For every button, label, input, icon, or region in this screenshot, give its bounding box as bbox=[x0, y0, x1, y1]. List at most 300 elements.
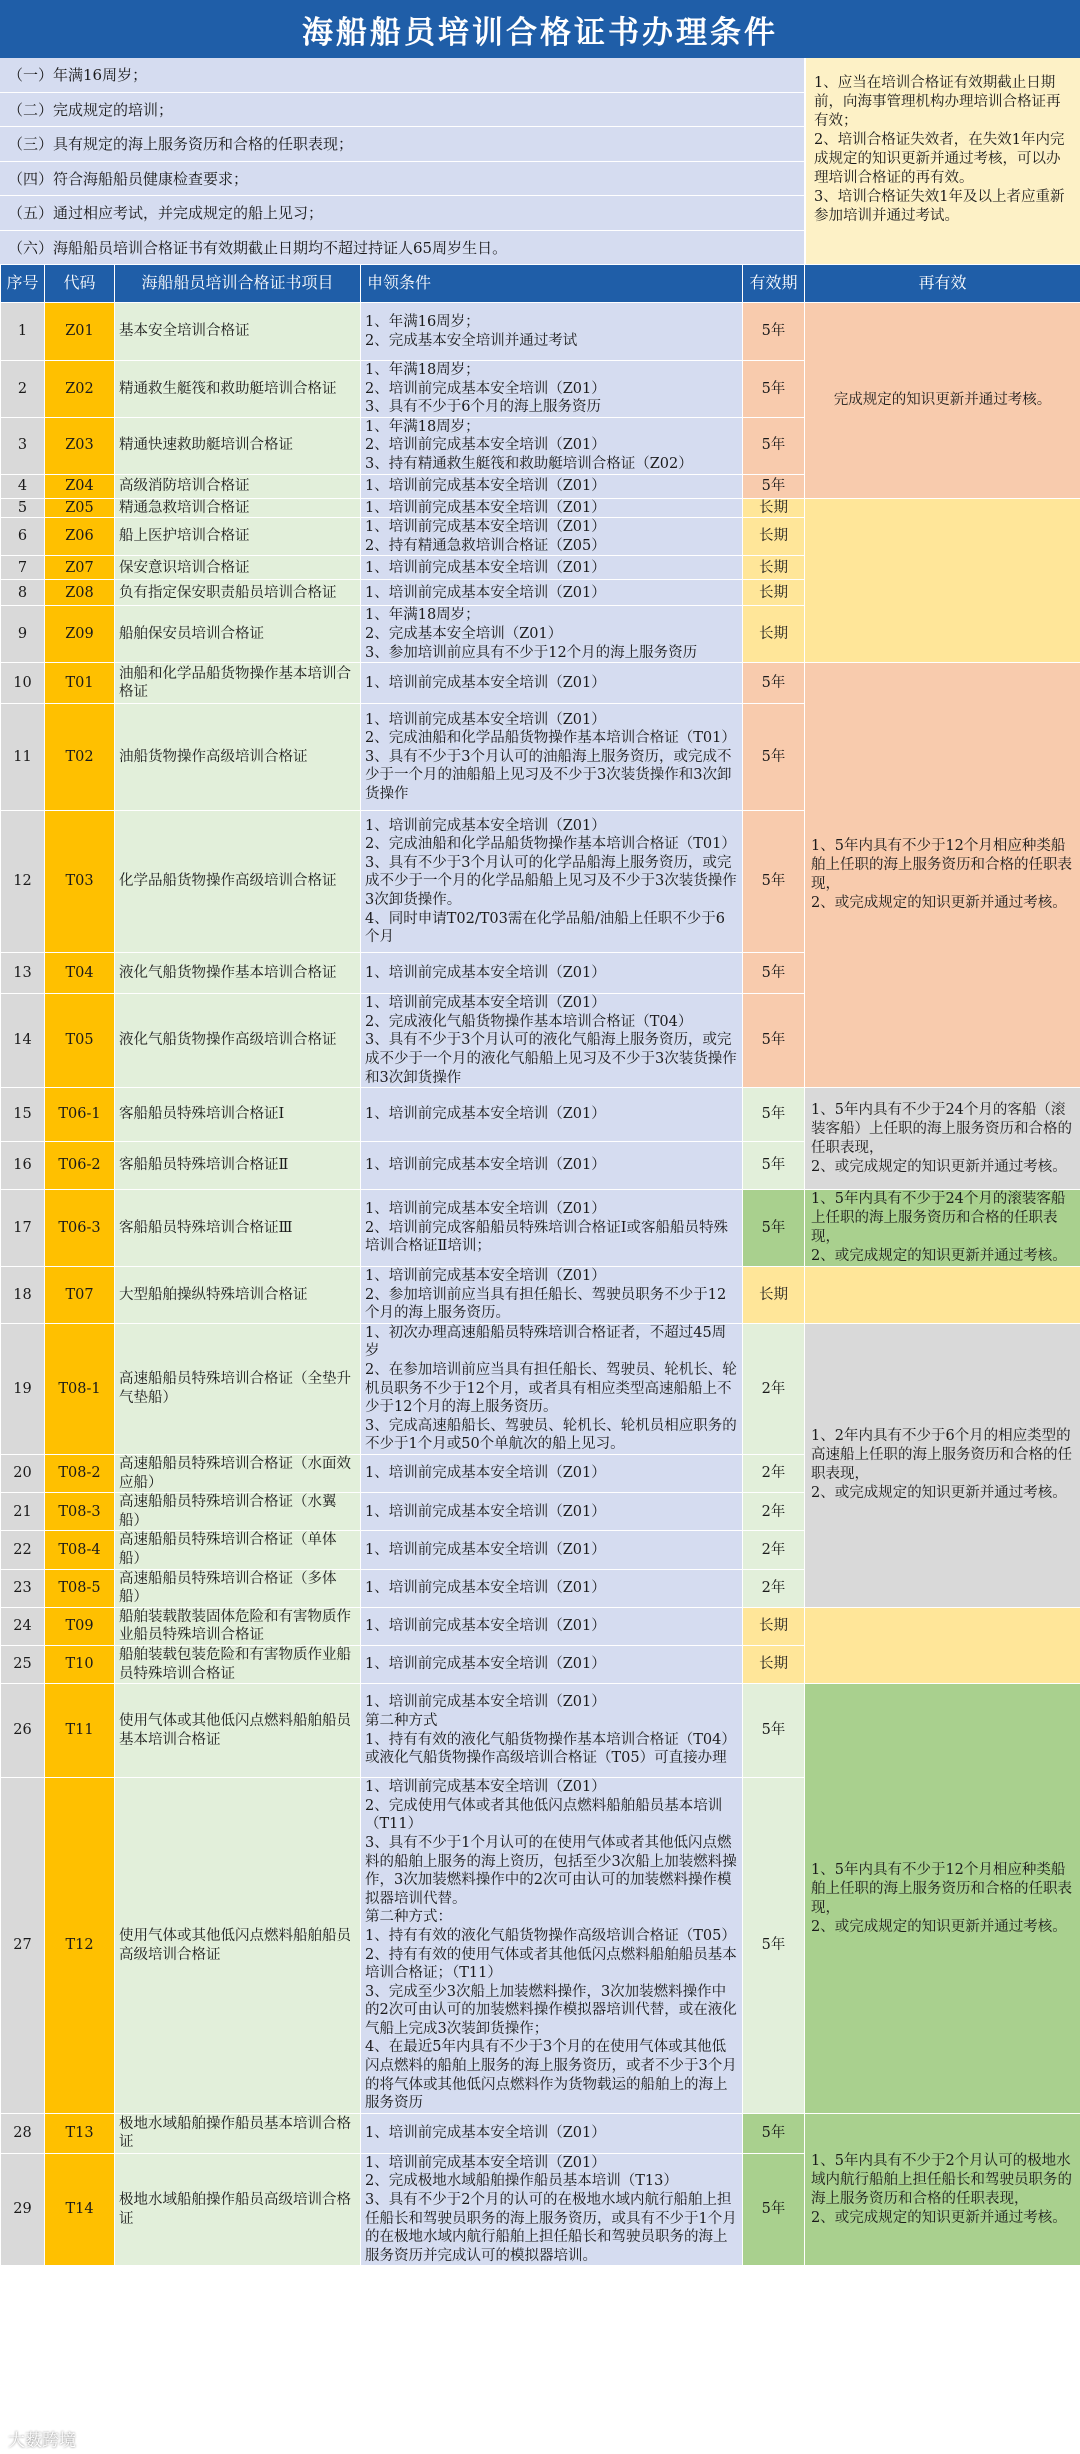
certificate-code-text: T10 bbox=[65, 1656, 94, 1673]
certificate-name-text: 客船船员特殊培训合格证Ⅲ bbox=[119, 1219, 293, 1236]
validity bbox=[743, 1267, 805, 1324]
condition-item: （六）海船船员培训合格证书有效期截止日期均不超过持证人65周岁生日。 bbox=[8, 238, 508, 257]
certificate-name bbox=[115, 606, 361, 663]
row-number bbox=[1, 1493, 45, 1531]
certificate-name bbox=[115, 556, 361, 580]
validity bbox=[743, 1684, 805, 1778]
certificate-name bbox=[115, 663, 361, 704]
certificate-name bbox=[115, 1778, 361, 2114]
requirements bbox=[361, 518, 743, 556]
certificate-name bbox=[115, 1323, 361, 1454]
validity-text: 5年 bbox=[761, 2125, 786, 2142]
row-number bbox=[1, 2153, 45, 2266]
certificate-code-text: T08-3 bbox=[58, 1503, 101, 1520]
certificate-name-text: 极地水域船舶操作船员高级培训合格证 bbox=[119, 2192, 351, 2227]
row-number-text: 6 bbox=[17, 528, 28, 545]
row-number bbox=[1, 953, 45, 994]
certificate-code bbox=[45, 953, 115, 994]
certificate-name-text: 船舶保安员培训合格证 bbox=[119, 625, 264, 642]
row-number-text: 19 bbox=[13, 1380, 32, 1397]
certificate-name-text: 船舶装载散装固体危险和有害物质作业船员特殊培训合格证 bbox=[119, 1608, 351, 1644]
row-number-text: 27 bbox=[13, 1937, 32, 1954]
certificate-code bbox=[45, 1531, 115, 1569]
validity bbox=[743, 1531, 805, 1569]
validity-text: 2年 bbox=[761, 1579, 786, 1596]
certificate-name-text: 使用气体或其他低闪点燃料船舶船员高级培训合格证 bbox=[119, 1927, 351, 1963]
validity-text: 长期 bbox=[759, 584, 788, 601]
validity-text: 5年 bbox=[761, 1722, 786, 1739]
validity bbox=[743, 1142, 805, 1190]
row-number-text: 12 bbox=[13, 873, 32, 890]
validity-text: 5年 bbox=[761, 380, 786, 397]
certificate-code bbox=[45, 580, 115, 606]
certificate-code-text: T08-4 bbox=[58, 1541, 101, 1558]
validity bbox=[743, 1190, 805, 1267]
validity bbox=[743, 704, 805, 811]
note-item: 1、应当在培训合格证有效期截止日期前，向海事管理机构办理培训合格证再有效； bbox=[814, 75, 1061, 129]
certificate-name bbox=[115, 518, 361, 556]
validity bbox=[743, 417, 805, 474]
row-number bbox=[1, 606, 45, 663]
row-number bbox=[1, 417, 45, 474]
requirements bbox=[361, 474, 743, 498]
certificate-name-text: 船舶装载包装危险和有害物质作业船员特殊培训合格证 bbox=[119, 1646, 351, 1682]
table-row bbox=[1, 1267, 1080, 1324]
renewal-condition bbox=[805, 1323, 1080, 1607]
renewal-condition bbox=[805, 663, 1080, 1088]
row-number-text: 24 bbox=[13, 1618, 32, 1635]
row-number bbox=[1, 1645, 45, 1683]
certificate-name bbox=[115, 1088, 361, 1142]
requirements bbox=[361, 663, 743, 704]
requirements bbox=[361, 303, 743, 361]
validity bbox=[743, 303, 805, 361]
certificate-code bbox=[45, 663, 115, 704]
certificate-code bbox=[45, 1142, 115, 1190]
validity-text: 5年 bbox=[761, 1106, 786, 1123]
certificate-code-text: Z06 bbox=[65, 528, 94, 545]
row-number-text: 11 bbox=[13, 748, 32, 765]
table-row bbox=[1, 303, 1080, 361]
requirements-text: 1、培训前完成基本安全培训（Z01） 2、培训前完成客船船员特殊培训合格证Ⅰ或客船船员特殊培训合格证Ⅱ培训； bbox=[365, 1201, 728, 1255]
certificate-name bbox=[115, 1455, 361, 1493]
certificate-code bbox=[45, 1323, 115, 1454]
row-number-text: 13 bbox=[13, 964, 32, 981]
validity bbox=[743, 2113, 805, 2153]
certificate-code-text: Z03 bbox=[65, 437, 94, 454]
row-number bbox=[1, 498, 45, 518]
certificate-name bbox=[115, 1142, 361, 1190]
renewal-text: 1、5年内具有不少于24个月的滚装客船上任职的海上服务资历和合格的任职表现， 2、或完成规定的知识更新并通过考核。 bbox=[811, 1191, 1067, 1265]
requirements-text: 1、培训前完成基本安全培训（Z01） bbox=[365, 1465, 606, 1482]
certificate-code bbox=[45, 1088, 115, 1142]
certificate-name-text: 液化气船货物操作高级培训合格证 bbox=[119, 1032, 337, 1049]
header-code: 代码 bbox=[45, 265, 115, 303]
certificate-code bbox=[45, 303, 115, 361]
certificate-code bbox=[45, 1455, 115, 1493]
requirements bbox=[361, 1267, 743, 1324]
row-number bbox=[1, 1778, 45, 2114]
certificate-name bbox=[115, 1607, 361, 1645]
row-number-text: 9 bbox=[17, 625, 28, 642]
table-row bbox=[1, 498, 1080, 518]
certificate-name bbox=[115, 474, 361, 498]
conditions-section bbox=[0, 58, 1080, 264]
certificate-code bbox=[45, 498, 115, 518]
row-number bbox=[1, 1088, 45, 1142]
row-number bbox=[1, 1142, 45, 1190]
certificate-code bbox=[45, 1684, 115, 1778]
requirements bbox=[361, 361, 743, 418]
renewal-notes bbox=[804, 58, 1080, 264]
requirements bbox=[361, 953, 743, 994]
certificate-name bbox=[115, 2153, 361, 2266]
validity-text: 5年 bbox=[761, 674, 786, 691]
watermark-logo: 大薮跨境 bbox=[8, 2431, 76, 2451]
certificate-code bbox=[45, 1607, 115, 1645]
certificate-code-text: T09 bbox=[65, 1618, 94, 1635]
row-number-text: 15 bbox=[13, 1106, 32, 1123]
row-number bbox=[1, 1323, 45, 1454]
renewal-condition bbox=[805, 2113, 1080, 2266]
requirements bbox=[361, 606, 743, 663]
header-no: 序号 bbox=[1, 265, 45, 303]
certificate-code bbox=[45, 1190, 115, 1267]
validity-text: 5年 bbox=[761, 477, 786, 494]
certificate-name-text: 精通急救培训合格证 bbox=[119, 499, 250, 516]
row-number-text: 4 bbox=[17, 477, 28, 494]
requirements bbox=[361, 556, 743, 580]
row-number-text: 25 bbox=[13, 1656, 32, 1673]
certificate-table-wrapper bbox=[0, 264, 1080, 2454]
renewal-condition bbox=[805, 1190, 1080, 1267]
row-number bbox=[1, 1190, 45, 1267]
requirements-text: 1、培训前完成基本安全培训（Z01） bbox=[365, 499, 606, 516]
certificate-name bbox=[115, 811, 361, 953]
requirements-text: 1、培训前完成基本安全培训（Z01） 2、完成液化气船货物操作基本培训合格证（T04） 3、具有不少于3个月认可的液化气船海上服务资历，或完成不少于一个月的液化气船船上见习及不少于3次装货操作和3次卸货操作 bbox=[365, 995, 737, 1086]
certificate-code bbox=[45, 2113, 115, 2153]
validity bbox=[743, 518, 805, 556]
renewal-condition bbox=[805, 498, 1080, 663]
row-number-text: 16 bbox=[13, 1157, 32, 1174]
requirements-text: 1、培训前完成基本安全培训（Z01） 2、完成极地水域船舶操作船员基本培训（T13） 3、具有不少于2个月的认可的在极地水域内航行船舶上担任船长和驾驶员职务的海上服务资历，或具有不少于1个月的在极地水域内航行船舶上担任船长和驾驶员职务的海上服务资历并完成认可的模拟器培训。 bbox=[365, 2154, 737, 2264]
certificate-name bbox=[115, 1684, 361, 1778]
certificate-code bbox=[45, 518, 115, 556]
requirements bbox=[361, 498, 743, 518]
validity-text: 5年 bbox=[761, 1219, 786, 1236]
certificate-code bbox=[45, 606, 115, 663]
row-number-text: 3 bbox=[17, 437, 28, 454]
certificate-code-text: T06-3 bbox=[58, 1219, 101, 1236]
renewal-condition bbox=[805, 303, 1080, 499]
requirements bbox=[361, 1645, 743, 1683]
row-number-text: 14 bbox=[13, 1032, 32, 1049]
row-number-text: 7 bbox=[17, 559, 28, 576]
requirements bbox=[361, 1190, 743, 1267]
validity bbox=[743, 498, 805, 518]
validity-text: 长期 bbox=[759, 528, 788, 545]
certificate-code bbox=[45, 811, 115, 953]
condition-item: （一）年满16周岁； bbox=[0, 58, 804, 93]
row-number-text: 18 bbox=[13, 1286, 32, 1303]
certificate-name-text: 船上医护培训合格证 bbox=[119, 528, 250, 545]
renewal-text: 完成规定的知识更新并通过考核。 bbox=[833, 391, 1052, 408]
header-validity: 有效期 bbox=[743, 265, 805, 303]
header-renewal: 再有效 bbox=[805, 265, 1080, 303]
table-row bbox=[1, 663, 1080, 704]
certificate-name-text: 化学品船货物操作高级培训合格证 bbox=[119, 873, 337, 890]
row-number-text: 29 bbox=[13, 2201, 32, 2218]
validity bbox=[743, 556, 805, 580]
certificate-code-text: Z07 bbox=[65, 559, 94, 576]
certificate-name bbox=[115, 361, 361, 418]
header-name: 海船船员培训合格证书项目 bbox=[115, 265, 361, 303]
certificate-code-text: T14 bbox=[65, 2201, 94, 2218]
row-number bbox=[1, 1607, 45, 1645]
row-number bbox=[1, 1531, 45, 1569]
validity-text: 5年 bbox=[761, 1157, 786, 1174]
certificate-code bbox=[45, 474, 115, 498]
validity bbox=[743, 1455, 805, 1493]
certificate-name bbox=[115, 1645, 361, 1683]
validity bbox=[743, 1493, 805, 1531]
validity bbox=[743, 953, 805, 994]
certificate-name-text: 液化气船货物操作基本培训合格证 bbox=[119, 964, 337, 981]
certificate-name-text: 保安意识培训合格证 bbox=[119, 559, 250, 576]
condition-item: （三）具有规定的海上服务资历和合格的任职表现； bbox=[0, 127, 804, 162]
validity bbox=[743, 1323, 805, 1454]
certificate-code-text: Z02 bbox=[65, 380, 94, 397]
requirements bbox=[361, 994, 743, 1088]
condition-item: （二）完成规定的培训； bbox=[0, 93, 804, 128]
certificate-name bbox=[115, 994, 361, 1088]
validity-text: 长期 bbox=[759, 625, 788, 642]
renewal-text: 1、5年内具有不少于12个月相应种类船舶上任职的海上服务资历和合格的任职表现， 2、或完成规定的知识更新并通过考核。 bbox=[811, 1861, 1072, 1935]
certificate-name bbox=[115, 1190, 361, 1267]
requirements-text: 1、培训前完成基本安全培训（Z01） 2、完成使用气体或者其他低闪点燃料船舶船员基本培训（T11） 3、具有不少于1个月认可的在使用气体或者其他低闪点燃料的船舶上服务的海上资历，包括至少3次船上加装燃料操作，3次加装燃料操作中的2次可由认可的加装燃料操作模拟器培训代替。 第二种方式： 1、持有有效的液化气船货物操作高级培训合格证（T05） 2、持有有效的使用气体或者其他低闪点燃料船舶船员基本培训合格证；（T11） 3、完成至少3次船上加装燃料操作，3次加装燃料操作中的2次可由认可的加装燃料操作模拟器培训代替，或在液化气船上完成3次装卸货操作； 4、在最近5年内具有不少于3个月的在使用气体或其他低闪点燃料的船舶上服务的海上服务资历，或者不少于3个月的将气体或其他低闪点燃料作为货物载运的船舶上的海上服务资历 bbox=[365, 1779, 737, 2112]
certificate-name-text: 高速船船员特殊培训合格证（单体船） bbox=[119, 1532, 337, 1567]
renewal-condition bbox=[805, 1088, 1080, 1190]
row-number-text: 22 bbox=[13, 1541, 32, 1558]
certificate-name bbox=[115, 580, 361, 606]
validity bbox=[743, 994, 805, 1088]
row-number bbox=[1, 704, 45, 811]
header-requirements: 申领条件 bbox=[361, 265, 743, 303]
certificate-code bbox=[45, 556, 115, 580]
certificate-code bbox=[45, 2153, 115, 2266]
requirements-text: 1、培训前完成基本安全培训（Z01） bbox=[365, 1157, 606, 1174]
certificate-name bbox=[115, 1569, 361, 1607]
requirements bbox=[361, 1569, 743, 1607]
certificate-code bbox=[45, 1569, 115, 1607]
table-row bbox=[1, 1323, 1080, 1454]
certificate-name-text: 精通救生艇筏和救助艇培训合格证 bbox=[119, 380, 337, 397]
requirements bbox=[361, 2153, 743, 2266]
row-number-text: 20 bbox=[13, 1465, 32, 1482]
validity bbox=[743, 1645, 805, 1683]
certificate-name-text: 高速船船员特殊培训合格证（多体船） bbox=[119, 1570, 337, 1606]
requirements-text: 1、年满18周岁； 2、培训前完成基本安全培训（Z01） 3、具有不少于6个月的海上服务资历 bbox=[365, 362, 606, 416]
row-number-text: 28 bbox=[13, 2125, 32, 2142]
row-number bbox=[1, 474, 45, 498]
note-item: 2、培训合格证失效者，在失效1年内完成规定的知识更新并通过考核，可以办理培训合格证的再有效。 bbox=[814, 132, 1065, 186]
row-number bbox=[1, 1569, 45, 1607]
table-row bbox=[1, 1607, 1080, 1645]
validity-text: 5年 bbox=[761, 1937, 786, 1954]
certificate-name bbox=[115, 498, 361, 518]
renewal-condition bbox=[805, 1607, 1080, 1683]
row-number-text: 17 bbox=[13, 1219, 32, 1236]
row-number bbox=[1, 663, 45, 704]
certificate-name-text: 高速船船员特殊培训合格证（水翼船） bbox=[119, 1494, 337, 1529]
certificate-name bbox=[115, 2113, 361, 2153]
validity-text: 5年 bbox=[761, 1032, 786, 1049]
requirements bbox=[361, 1684, 743, 1778]
certificate-name-text: 油船货物操作高级培训合格证 bbox=[119, 748, 308, 765]
validity-text: 2年 bbox=[761, 1465, 786, 1482]
row-number-text: 23 bbox=[13, 1579, 32, 1596]
certificate-name-text: 基本安全培训合格证 bbox=[119, 323, 250, 340]
validity bbox=[743, 2153, 805, 2266]
validity-text: 长期 bbox=[759, 1286, 788, 1303]
certificate-code-text: Z05 bbox=[65, 499, 94, 516]
certificate-code-text: Z08 bbox=[65, 584, 94, 601]
requirements-text: 1、培训前完成基本安全培训（Z01） 2、完成油船和化学品船货物操作基本培训合格证（T01） 3、具有不少于3个月认可的化学品船海上服务资历，或完成不少于一个月的化学品船船上见习及不少于3次装货操作3次卸货操作。 4、同时申请T02/T03需在化学品船/油船上任职不少于6个月 bbox=[365, 817, 737, 946]
renewal-condition bbox=[805, 1684, 1080, 2114]
certificate-code-text: T12 bbox=[65, 1937, 94, 1954]
row-number bbox=[1, 580, 45, 606]
row-number bbox=[1, 556, 45, 580]
row-number-text: 2 bbox=[17, 380, 28, 397]
certificate-name-text: 负有指定保安职责船员培训合格证 bbox=[119, 584, 337, 601]
certificate-table bbox=[0, 264, 1080, 2266]
certificate-name-text: 客船船员特殊培训合格证Ⅱ bbox=[119, 1157, 289, 1174]
certificate-code bbox=[45, 704, 115, 811]
table-row bbox=[1, 1684, 1080, 1778]
table-row bbox=[1, 1088, 1080, 1142]
validity bbox=[743, 1607, 805, 1645]
validity bbox=[743, 663, 805, 704]
row-number-text: 8 bbox=[17, 584, 28, 601]
certificate-name bbox=[115, 1531, 361, 1569]
certificate-name-text: 极地水域船舶操作船员基本培训合格证 bbox=[119, 2115, 351, 2151]
validity-text: 2年 bbox=[761, 1541, 786, 1558]
requirements-text: 1、年满18周岁； 2、完成基本安全培训（Z01） 3、参加培训前应具有不少于12个月的海上服务资历 bbox=[365, 607, 698, 661]
requirements-text: 1、培训前完成基本安全培训（Z01） 2、持有精通急救培训合格证（Z05） bbox=[365, 519, 606, 554]
requirements-text: 1、培训前完成基本安全培训（Z01） bbox=[365, 584, 606, 601]
row-number-text: 21 bbox=[13, 1503, 32, 1520]
certificate-code bbox=[45, 994, 115, 1088]
page-title: 海船船员培训合格证书办理条件 bbox=[0, 0, 1080, 58]
certificate-name-text: 使用气体或其他低闪点燃料船舶船员基本培训合格证 bbox=[119, 1713, 351, 1748]
requirements bbox=[361, 1607, 743, 1645]
certificate-code-text: Z01 bbox=[65, 323, 94, 340]
validity bbox=[743, 1088, 805, 1142]
condition-item: （五）通过相应考试，并完成规定的船上见习； bbox=[0, 196, 804, 231]
certificate-code-text: T02 bbox=[65, 748, 94, 765]
requirements-text: 1、培训前完成基本安全培训（Z01） bbox=[365, 2125, 606, 2142]
validity-text: 2年 bbox=[761, 1503, 786, 1520]
certificate-code-text: T08-5 bbox=[58, 1579, 101, 1596]
validity bbox=[743, 1778, 805, 2114]
validity-text: 5年 bbox=[761, 748, 786, 765]
validity bbox=[743, 606, 805, 663]
certificate-code-text: T08-1 bbox=[58, 1380, 101, 1397]
certificate-name bbox=[115, 953, 361, 994]
certificate-code-text: T13 bbox=[65, 2125, 94, 2142]
validity-text: 2年 bbox=[761, 1380, 786, 1397]
requirements-text: 1、培训前完成基本安全培训（Z01） bbox=[365, 559, 606, 576]
requirements bbox=[361, 1323, 743, 1454]
validity bbox=[743, 474, 805, 498]
validity-text: 长期 bbox=[759, 499, 788, 516]
certificate-code-text: Z09 bbox=[65, 625, 94, 642]
certificate-code-text: T06-1 bbox=[58, 1106, 101, 1123]
certificate-code-text: T03 bbox=[65, 873, 94, 890]
certificate-code-text: Z04 bbox=[65, 477, 94, 494]
requirements-text: 1、培训前完成基本安全培训（Z01） bbox=[365, 477, 606, 494]
certificate-code-text: T01 bbox=[65, 674, 94, 691]
certificate-name bbox=[115, 704, 361, 811]
validity-text: 长期 bbox=[759, 1656, 788, 1673]
requirements bbox=[361, 1531, 743, 1569]
certificate-code-text: T05 bbox=[65, 1032, 94, 1049]
requirements-text: 1、培训前完成基本安全培训（Z01） bbox=[365, 1656, 606, 1673]
conditions-list bbox=[0, 58, 804, 264]
certificate-code-text: T11 bbox=[65, 1722, 94, 1739]
requirements bbox=[361, 704, 743, 811]
row-number-text: 10 bbox=[13, 674, 32, 691]
requirements bbox=[361, 417, 743, 474]
renewal-text: 1、5年内具有不少于12个月相应种类船舶上任职的海上服务资历和合格的任职表现， 2、或完成规定的知识更新并通过考核。 bbox=[811, 838, 1072, 912]
certificate-code-text: T06-2 bbox=[58, 1157, 101, 1174]
certificate-code bbox=[45, 1267, 115, 1324]
row-number bbox=[1, 361, 45, 418]
table-row bbox=[1, 2113, 1080, 2153]
validity bbox=[743, 811, 805, 953]
row-number bbox=[1, 811, 45, 953]
validity-text: 长期 bbox=[759, 559, 788, 576]
renewal-text: 1、5年内具有不少于2个月认可的极地水域内航行船舶上担任船长和驾驶员职务的海上服务资历和合格的任职表现， 2、或完成规定的知识更新并通过考核。 bbox=[811, 2152, 1072, 2226]
requirements bbox=[361, 811, 743, 953]
requirements-text: 1、培训前完成基本安全培训（Z01） bbox=[365, 1541, 606, 1558]
certificate-name-text: 高级消防培训合格证 bbox=[119, 477, 250, 494]
row-number bbox=[1, 2113, 45, 2153]
certificate-code bbox=[45, 1645, 115, 1683]
validity-text: 5年 bbox=[761, 323, 786, 340]
row-number bbox=[1, 1267, 45, 1324]
certificate-code bbox=[45, 1778, 115, 2114]
certificate-name-text: 油船和化学品船货物操作基本培训合格证 bbox=[119, 665, 351, 701]
certificate-name bbox=[115, 1267, 361, 1324]
validity bbox=[743, 580, 805, 606]
certificate-code bbox=[45, 1493, 115, 1531]
requirements-text: 1、年满16周岁； 2、完成基本安全培训并通过考试 bbox=[365, 313, 578, 349]
note-item: 3、培训合格证失效1年及以上者应重新参加培训并通过考试。 bbox=[814, 189, 1065, 224]
renewal-condition bbox=[805, 1267, 1080, 1324]
requirements-text: 1、培训前完成基本安全培训（Z01） bbox=[365, 1618, 606, 1635]
certificate-name bbox=[115, 303, 361, 361]
certificate-name bbox=[115, 417, 361, 474]
row-number bbox=[1, 1455, 45, 1493]
condition-item: （四）符合海船船员健康检查要求； bbox=[0, 162, 804, 197]
requirements-text: 1、培训前完成基本安全培训（Z01） bbox=[365, 674, 606, 691]
requirements-text: 1、培训前完成基本安全培训（Z01） 2、完成油船和化学品船货物操作基本培训合格证（T01） 3、具有不少于3个月认可的油船海上服务资历，或完成不少于一个月的油船船上见习及不少于3次装货操作和3次卸货操作 bbox=[365, 711, 736, 803]
certificate-name bbox=[115, 1493, 361, 1531]
requirements bbox=[361, 1142, 743, 1190]
requirements bbox=[361, 1778, 743, 2114]
certificate-code-text: T08-2 bbox=[58, 1465, 101, 1482]
